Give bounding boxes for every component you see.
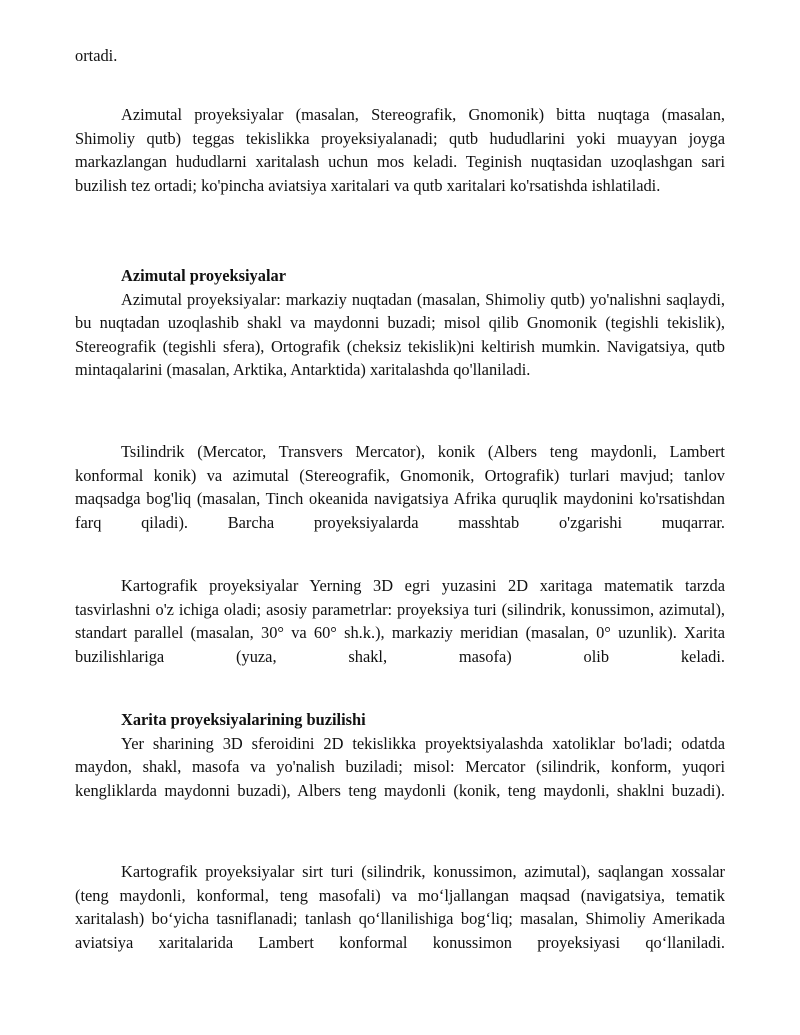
section-azimuthal (75, 264, 725, 382)
paragraph-text: Kartografik proyeksiyalar Yerning 3D egri yuzasini 2D xaritaga matematik tarzda tasvirlashni o'z ichiga oladi; asosiy parametrlar: proyeksiya turi (silindrik, konussimon, azimutal), standart parallel (masalan, 30° va 60° sh.k.), markaziy meridian (masalan, 0° uzunlik). Xarita buzilishlariga (yuza, shakl, masofa) olib keladi. (75, 576, 725, 666)
paragraph-text: Azimutal proyeksiyalar: markaziy nuqtadan (masalan, Shimoliy qutb) yo'nalishni saqlaydi, bu nuqtadan uzoqlashib shakl va maydonni buzadi; misol qilib Gnomonik (tegishli tekislik), Stereografik (tegishli sfera), Ortografik (cheksiz tekislik)ni keltirish mumkin. Navigatsiya, qutb mintaqalarini (masalan, Arktika, Antarktida) xaritalashda qo'llaniladi. (75, 289, 725, 380)
continuation-block (75, 44, 725, 68)
paragraph-azimuthal-intro (75, 103, 725, 197)
continuation-text: ortadi. (75, 46, 118, 65)
paragraph-cartographic-projections (75, 574, 725, 668)
paragraph-projection-types (75, 440, 725, 534)
paragraph-text: Azimutal proyeksiyalar (masalan, Stereografik, Gnomonik) bitta nuqtaga (masalan, Shimoliy qutb) teggas tekislikka proyeksiyalanadi; qutb hududlarini yoki muayyan joyga markazlangan hududlarni xaritalash uchun mos keladi. Teginish nuqtasidan uzoqlashgan sari buzilish tez ortadi; ko'pincha aviatsiya xaritalari va qutb xaritalari ko'rsatishda ishlatiladi. (75, 105, 725, 195)
paragraph-text: Yer sharining 3D sferoidini 2D tekislikka proyektsiyalashda xatoliklar bo'ladi; odatda maydon, shakl, masofa va yo'nalish buziladi; misol: Mercator (silindrik, konform, yuqori kengliklarda maydonni buzadi), Albers teng maydonli (konik, teng maydonli, shaklni buzadi). (75, 733, 725, 800)
paragraph-text: Tsilindrik (Mercator, Transvers Mercator), konik (Albers teng maydonli, Lambert konformal konik) va azimutal (Stereografik, Gnomonik, Ortografik) turlari mavjud; tanlov maqsadga bog'liq (masalan, Tinch okeanida navigatsiya Afrika quruqlik maydonini ko'rsatishdan farq qiladi). Barcha proyeksiyalarda masshtab o'zgarishi muqarrar. (75, 442, 725, 532)
paragraph-text: Kartografik proyeksiyalar sirt turi (silindrik, konussimon, azimutal), saqlangan xossalar (teng maydonli, konformal, teng masofali) va mo‘ljallangan maqsad (navigatsiya, tematik xaritalash) bo‘yicha tasniflanadi; tanlash qo‘llanilishiga bog‘liq; masalan, Shimoliy Amerikada aviatsiya xaritalarida Lambert konformal konussimon proyeksiyasi qo‘llaniladi. (75, 862, 725, 952)
section-map-distortion (75, 708, 725, 802)
section-heading: Azimutal proyeksiyalar (121, 266, 286, 285)
paragraph-classification (75, 860, 725, 954)
section-heading: Xarita proyeksiyalarining buzilishi (121, 710, 366, 729)
